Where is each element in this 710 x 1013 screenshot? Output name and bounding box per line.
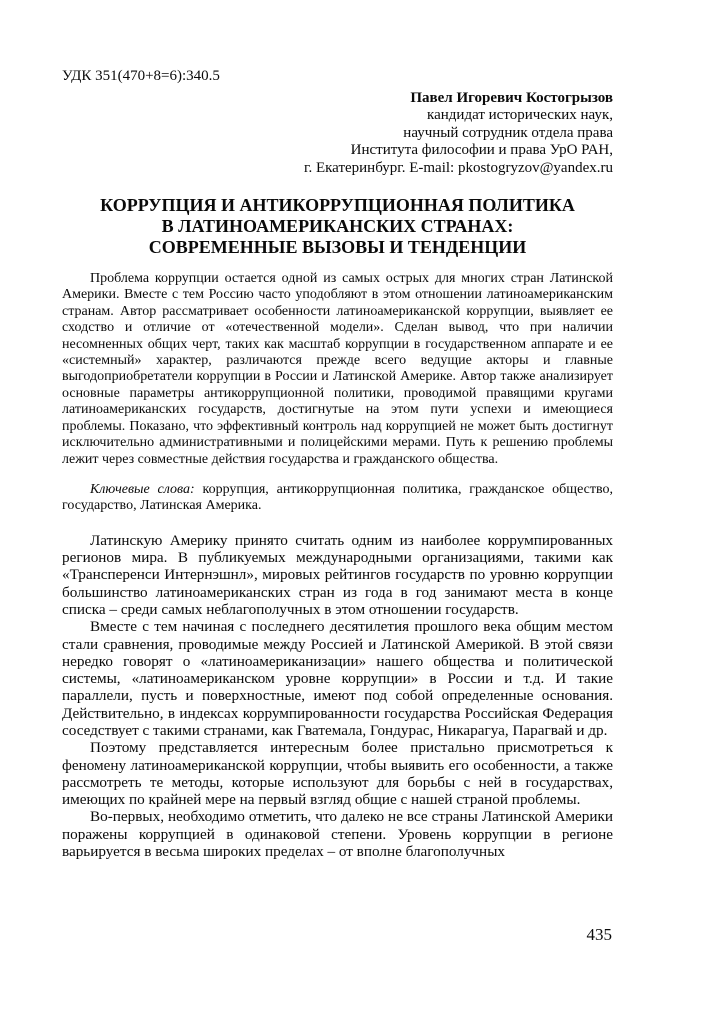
abstract-text: Проблема коррупции остается одной из самых острых для многих стран Латинской Америки. Вместе с тем Россию часто уподобляют в этом отношении латиноамериканским странам. Автор рассматривает особенности латиноамериканской коррупции, выявляет ее сходство и отличие от «отечественной модели». Сделан вывод, что при наличии несомненных общих черт, таких как масштаб коррупции в государственном аппарате и ее «системный» характер, различаются прежде всего ведущие акторы и главные выгодоприобретатели коррупции в России и Латинской Америке. Автор также анализирует основные параметры антикоррупционной политики, проводимой правящими кругами латиноамериканских государств, достигнутые на этом пути успехи и имеющиеся проблемы. Показано, что эффективный контроль над коррупцией не может быть достигнут исключительно административными и полицейскими мерами. Путь к решению проблемы лежит через совместные действия государства и гражданского общества.	[62, 271, 613, 467]
body-paragraph-2: Вместе с тем начиная с последнего десятилетия прошлого века общим местом стали сравнения, проводимые между Россией и Латинской Америкой. В этой связи нередко говорят о «латиноамериканизации» нашего общества и политической системы, «латиноамериканском уровне коррупции» в России и т.д. И такие параллели, пусть и поверхностные, имеют под собой определенные основания. Действительно, в индексах коррумпированности государства Российская Федерация соседствует с такими странами, как Гватемала, Гондурас, Никарагуа, Парагвай и др.	[62, 618, 613, 739]
page-number: 435	[586, 925, 612, 944]
keywords-label: Ключевые слова:	[90, 481, 195, 497]
article-title	[62, 195, 613, 258]
author-affiliation: Института философии и права УрО РАН,	[350, 142, 613, 159]
author-block	[62, 90, 613, 177]
author-contact-email: г. Екатеринбург. E-mail: pkostogryzov@yandex.ru	[303, 159, 613, 176]
body-paragraph-4: Во-первых, необходимо отметить, что далеко не все страны Латинской Америки поражены коррупцией в одинаковой степени. Уровень коррупции в регионе варьируется в весьма широких пределах – от вполне благополучных	[62, 808, 613, 861]
udc-code: УДК 351(470+8=6):340.5	[62, 68, 220, 84]
author-degree: кандидат исторических наук,	[427, 107, 613, 124]
keywords-text: коррупция, антикоррупционная политика, гражданское общество, государство, Латинская Америка.	[62, 481, 613, 514]
body-paragraph-1: Латинскую Америку принято считать одним из наиболее коррумпированных регионов мира. В публикуемых международными организациями, такими как «Трансперенси Интернэшнл», мировых рейтингов государств по уровню коррупции большинство латиноамериканских стран из года в год занимают места в конце списка – среди самых неблагополучных в этом отношении государств.	[62, 531, 613, 618]
author-position: научный сотрудник отдела права	[403, 124, 613, 141]
body-paragraph-3: Поэтому представляется интересным более пристально присмотреться к феномену латиноамериканской коррупции, чтобы выявить его особенности, а также рассмотреть те методы, которые используют для борьбы с ней в государствах, имеющих по крайней мере на первый взгляд общие с нашей страной проблемы.	[62, 739, 613, 809]
article-body	[62, 532, 613, 861]
article-title-line2: В ЛАТИНОАМЕРИКАНСКИХ СТРАНАХ:	[161, 216, 514, 237]
keywords-block	[62, 482, 613, 515]
article-title-line1: КОРРУПЦИЯ И АНТИКОРРУПЦИОННАЯ ПОЛИТИКА	[100, 195, 575, 216]
author-name: Павел Игоревич Костогрызов	[410, 90, 613, 106]
article-title-line3: СОВРЕМЕННЫЕ ВЫЗОВЫ И ТЕНДЕНЦИИ	[148, 237, 527, 258]
